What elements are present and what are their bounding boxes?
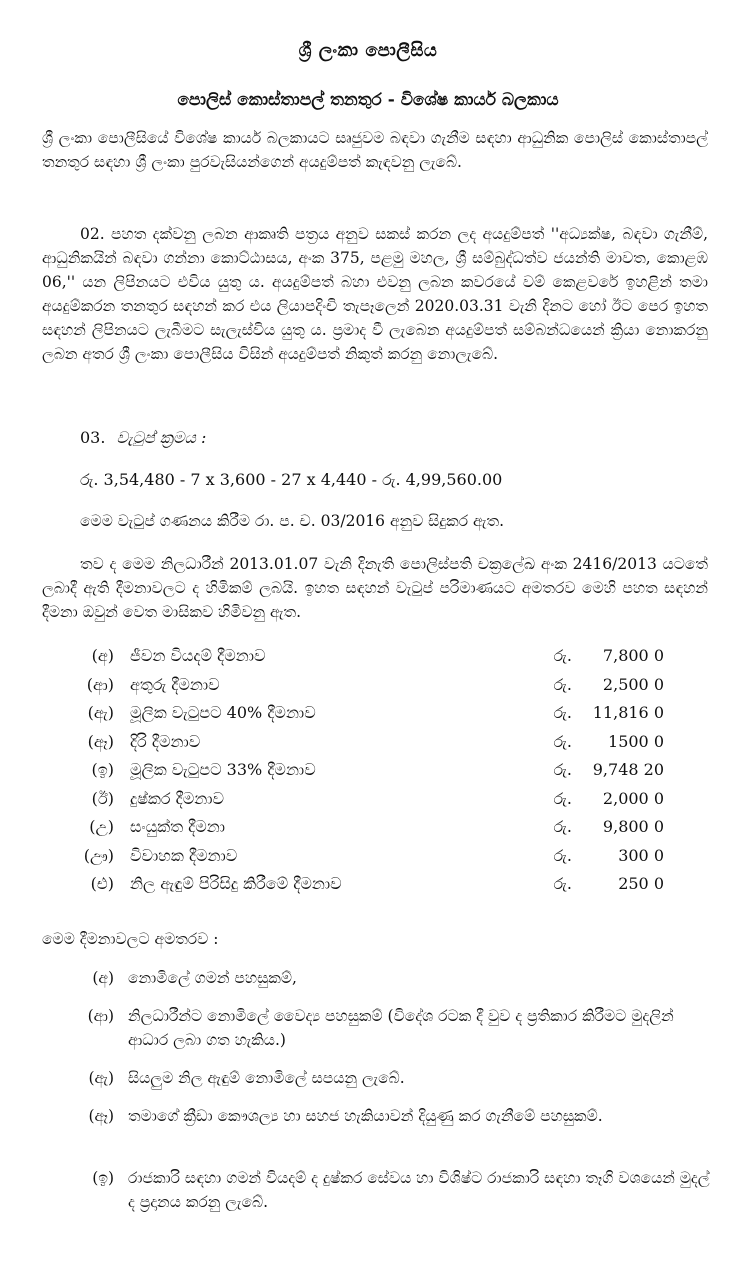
item-marker: (ඈ) (88, 1107, 114, 1125)
list-item (74, 817, 664, 846)
item-name: මූලික වැටුපට 33% දීමනාව (130, 760, 316, 779)
item-marker: (ඉ) (92, 1169, 114, 1187)
item-text: නොමිලේ ගමන් පහසුකම්, (128, 969, 297, 987)
item-currency: රු. (553, 845, 572, 865)
item-currency: රු. (553, 731, 572, 751)
list-item (74, 732, 664, 761)
item-name: නිල ඇඳුම් පිරිසිදු කිරීමේ දීමනාව (130, 874, 342, 893)
section-3-heading (80, 428, 206, 448)
allowance-list (74, 646, 664, 903)
list-item (74, 1004, 710, 1052)
item-amount: 11,816 0 (592, 703, 664, 722)
allowance-intro-paragraph: තව ද මෙම නිලධාරීන් 2013.01.07 වැනි දිනැති පොලිස්පති චක්‍රලේඛ අංක 2416/2013 යටතේ ලබාදී ඇති දීමනාවලට ද හිමිකම් ලබයි. ඉහත සඳහන් වැටුප් පරිමාණයට අමතරව මෙහි පහත සඳහන් දීමනා ඔවුන් වෙත මාසිකව හිමිවනු ඇත. (42, 555, 708, 621)
item-marker: (ඇ) (88, 1069, 114, 1087)
item-text: තමාගේ ක්‍රීඩා කෞශල්‍ය හා සහජ හැකියාවන් දියුණු කර ගැනීමේ පහසුකම්. (128, 1107, 603, 1125)
item-marker: (අ) (91, 646, 114, 665)
item-name: දිරි දීමනාව (130, 731, 201, 751)
salary-note: මෙම වැටුප් ගණනය කිරීම රා. ප. ච. 03/2016 අනුව සිදුකර ඇත. (80, 512, 505, 530)
benefits-lead: මෙම දීමනාවලට අමතරව : (42, 930, 219, 948)
item-name: දුෂ්කර දීමනාව (130, 788, 225, 808)
list-item (74, 1066, 710, 1090)
item-currency: රු. (553, 703, 572, 722)
list-item (74, 846, 664, 875)
item-marker: (ඇ) (87, 703, 114, 722)
section-3-label: වැටුප් ක්‍රමය : (116, 428, 207, 447)
item-name: විවාහක දීමනාව (130, 845, 238, 865)
list-item (74, 760, 664, 789)
list-item (74, 874, 664, 903)
intro-paragraph: ශ්‍රී ලංකා පොලීසියේ විශේෂ කාර්ය බලකායට සෘජුවම බඳවා ගැනීම සඳහා ආධුනික පොලිස් කොස්තාපල් තනතුර සඳහා ශ්‍රී ලංකා පුරවැසියන්ගෙන් අයදුම්පත් කැඳවනු ලැබේ. (42, 129, 708, 171)
item-amount: 250 0 (618, 874, 664, 893)
item-marker: (ඌ) (83, 845, 114, 865)
list-item (74, 789, 664, 818)
item-text: සියලුම නිල ඇඳුම් නොමිලේ සපයනු ලැබේ. (128, 1069, 405, 1087)
item-name: අතුරු දීමනාව (130, 674, 220, 694)
item-marker: (උ) (89, 817, 114, 836)
item-marker: (එ) (90, 874, 114, 893)
list-item (74, 1166, 710, 1214)
item-text: නිලධාරීන්ට නොමිලේ වෛද්‍ය පහසුකම් (විදේශ රටක දී වුව ද ප්‍රතිකාර කිරීමට මුදලින් ආධාර ලබා ගත හැකිය.) (128, 1007, 674, 1049)
item-currency: රු. (553, 760, 572, 779)
item-currency: රු. (553, 674, 572, 694)
item-currency: රු. (553, 874, 572, 893)
item-marker: (ආ) (86, 674, 114, 694)
item-marker: (ඊ) (91, 788, 114, 808)
item-amount: 9,748 20 (592, 760, 664, 779)
item-text: රාජකාරි සඳහා ගමන් වියදම් ද දුෂ්කර සේවය හා විශිෂ්ට රාජකාරි සඳහා තෑගි වශයෙන් මුදල් ද ප්‍රදානය කරනු ලැබේ. (128, 1169, 710, 1211)
section-3-number: 03. (80, 428, 106, 447)
item-marker: (ඉ) (91, 760, 114, 779)
item-amount: 7,800 0 (602, 646, 664, 665)
item-name: ජීවන වියදම් දීමනාව (130, 646, 266, 665)
list-item (74, 646, 664, 675)
application-paragraph: 02. පහත දක්වනු ලබන ආකෘති පත්‍රය අනුව සකස් කරන ලද අයදුම්පත් ''අධ්‍යක්ෂ, බඳවා ගැනීම්, ආධුනිකයින් බඳවා ගන්නා කොට්ඨාසය, අංක 375, පළමු මහල, ශ්‍රී සම්බුද්ධත්ව ජයන්ති මාවත, කොළඹ 06,'' යන ලිපිනයට එවිය යුතු ය. අයදුම්පත් බහා එවනු ලබන කවරයේ වම් කෙළවරේ ඉහළින් තමා අයදුම්කරන තනතුර සඳහන් කර එය ලියාපදිංචි තැපෑලෙන් 2020.03.31 වැනි දිනට හෝ ඊට පෙර ඉහත සඳහන් ලිපිනයට ලැබීමට සැලැස්විය යුතු ය. ප්‍රමාද වී ලැබෙන අයදුම්පත් සම්බන්ධයෙන් ක්‍රියා නොකරනු ලබන අතර ශ්‍රී ලංකා පොලීසිය විසින් අයදුම්පත් නිකුත් කරනු නොලැබේ. (42, 225, 708, 363)
salary-scale: රු. 3,54,480 - 7 x 3,600 - 27 x 4,440 - රු. 4,99,560.00 (80, 470, 503, 489)
item-name: සංයුක්ත දීමනා (130, 817, 226, 836)
page-title: ශ්‍රී ලංකා පොලීසිය (298, 40, 438, 61)
list-item (74, 675, 664, 704)
item-currency: රු. (553, 788, 572, 808)
item-amount: 1500 0 (608, 731, 664, 751)
item-currency: රු. (553, 817, 572, 836)
item-marker: (ඈ) (87, 731, 114, 751)
item-amount: 300 0 (618, 845, 664, 865)
item-marker: (ආ) (87, 1007, 114, 1025)
item-amount: 2,000 0 (602, 788, 664, 808)
list-item (74, 966, 710, 990)
page-subtitle: පොලිස් කොස්තාපල් තනතුර - විශේෂ කාර්ය බලකාය (177, 90, 559, 110)
item-amount: 2,500 0 (602, 674, 664, 694)
item-name: මූලික වැටුපට 40% දීමනාව (130, 703, 316, 722)
item-marker: (අ) (92, 969, 114, 987)
benefits-list (74, 966, 710, 1228)
list-item (74, 1104, 710, 1152)
item-amount: 9,800 0 (602, 817, 664, 836)
list-item (74, 703, 664, 732)
item-currency: රු. (553, 646, 572, 665)
